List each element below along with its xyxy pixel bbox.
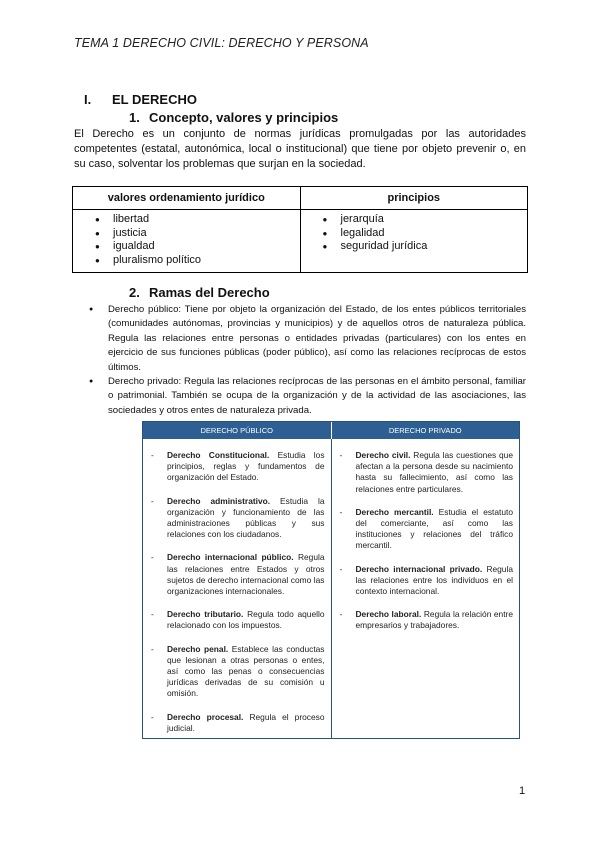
branch-item: - Derecho administrativo. Estudia la organización y funcionamiento de las administraciones públicas y sus relaciones con los ciudadanos. [151,495,325,540]
branch-term: Derecho administrativo. [167,495,271,506]
subheading-title: Concepto, valores y principios [149,110,339,125]
principio-item: ● seguridad jurídica [341,240,528,254]
branch-term: Derecho mercantil. [355,506,434,517]
branch-term: Derecho internacional público. [167,552,294,563]
subheading-ramas [129,285,270,300]
branch-desc: Estudia la organización y funcionamiento de las administraciones públicas y sus relaciones con los ciudadanos. [167,495,325,540]
section-heading [84,92,197,107]
branch-term: Derecho penal. [167,643,229,654]
subheading-title: Ramas del Derecho [149,285,270,300]
principio-item: ● legalidad [341,227,528,241]
branches-table-header [143,422,519,439]
valores-cell [73,210,301,273]
derecho-publico-header: DERECHO PÚBLICO [143,422,332,439]
subheading-number: 1. [129,110,140,125]
intro-paragraph: El Derecho es un conjunto de normas jurídicas promulgadas por las autoridades competentes (estatal, autonómica, local o institucional) que tiene por objeto prevenir o, en su caso, solventar los problemas que surjan en la sociedad. [74,128,526,170]
branches-table [142,421,520,739]
branch-term: Derecho Constitucional. [167,450,270,460]
subheading-number: 2. [129,285,140,300]
principios-cell [300,210,528,273]
values-principles-table [72,186,528,273]
branch-item: - Derecho mercantil. Estudia el estatuto del comerciante, así como las instituciones y relaciones del tráfico mercantil. [339,506,514,551]
branch-desc: Regula el proceso judicial. [167,711,325,733]
principios-header: principios [300,187,528,210]
section-number: I. [84,92,92,107]
subheading-concepto [129,110,338,125]
branch-item: - Derecho procesal. Regula el proceso judicial. [151,711,325,733]
branch-term: Derecho procesal. [167,711,244,722]
branch-desc: Regula todo aquello relacionado con los impuestos. [167,609,325,631]
rama-item-publico: ● Derecho público: Tiene por objeto la organización del Estado, de los entes públicos territoriales (comunidades autónomas, provincias y municipios) y de aquellos otros de naturaleza pública. Regula las relaciones entre personas o entidades privadas (particulares) con los entes en ejercicio de sus funciones públicas (poder público), así como las relaciones recíprocas de estos últimos. [92,303,526,375]
rama-item-privado: ● Derecho privado: Regula las relaciones recíprocas de las personas en el ámbito personal, familiar o patrimonial. También se ocupa de la organización y de la actividad de las asociaciones, las sociedades y otros entes de naturaleza privada. [92,375,526,418]
valor-item: ● igualdad [113,240,300,254]
valor-item: ● libertad [113,213,300,227]
branch-desc: Regula la relación entre empresarios y trabajadores. [355,609,513,631]
branch-item: - Derecho Constitucional. Estudia los principios, reglas y fundamentos de organización del Estado. [151,450,325,483]
branch-desc: Regula las relaciones entre los individuos en el contexto internacional. [355,563,513,597]
principio-item: ● jerarquía [341,213,528,227]
branch-item: - Derecho penal. Establece las conductas que lesionan a otras personas o entes, así como las penas o consecuencias jurídicas derivadas de su comisión u omisión. [151,643,325,699]
branch-item: - Derecho laboral. Regula la relación entre empresarios y trabajadores. [339,609,513,631]
branch-item: - Derecho internacional público. Regula las relaciones entre Estados y otros sujetos de derecho internacional como las organizaciones internacionales. [151,552,325,597]
branch-term: Derecho civil. [355,450,411,460]
branch-desc: Regula las relaciones entre Estados y otros sujetos de derecho internacional como las organizaciones internacionales. [167,552,325,597]
branch-term: Derecho internacional privado. [355,563,483,574]
derecho-publico-column [143,439,332,738]
branch-term: Derecho tributario. [167,609,244,620]
branch-desc: Estudia el estatuto del comerciante, así como las instituciones y relaciones del tráfico mercantil. [355,506,514,551]
branch-term: Derecho laboral. [355,609,422,620]
branch-desc: Estudia los principios, reglas y fundamentos de organización del Estado. [167,450,325,483]
branch-item: - Derecho internacional privado. Regula las relaciones entre los individuos en el contexto internacional. [339,563,513,597]
valor-item: ● justicia [113,227,300,241]
valores-header: valores ordenamiento jurídico [73,187,301,210]
ramas-list [92,303,526,418]
valor-item: ● pluralismo político [113,254,300,268]
section-title: EL DERECHO [112,92,197,107]
page-number: 1 [519,785,526,797]
branch-desc: Establece las conductas que lesionan a otras personas o entes, así como las penas o consecuencias jurídicas derivadas de su comisión u omisión. [167,643,325,699]
derecho-privado-column [332,439,520,738]
derecho-privado-header: DERECHO PRIVADO [388,426,462,435]
page-header: TEMA 1 DERECHO CIVIL: DERECHO Y PERSONA [74,36,369,50]
branch-item: - Derecho tributario. Regula todo aquello relacionado con los impuestos. [151,609,325,631]
branch-item: - Derecho civil. Regula las cuestiones que afectan a la persona desde su nacimiento hasta su fallecimiento, así como las relaciones entre particulares. [339,450,513,494]
branch-desc: Regula las cuestiones que afectan a la persona desde su nacimiento hasta su fallecimiento, así como las relaciones entre particulares. [355,450,513,494]
